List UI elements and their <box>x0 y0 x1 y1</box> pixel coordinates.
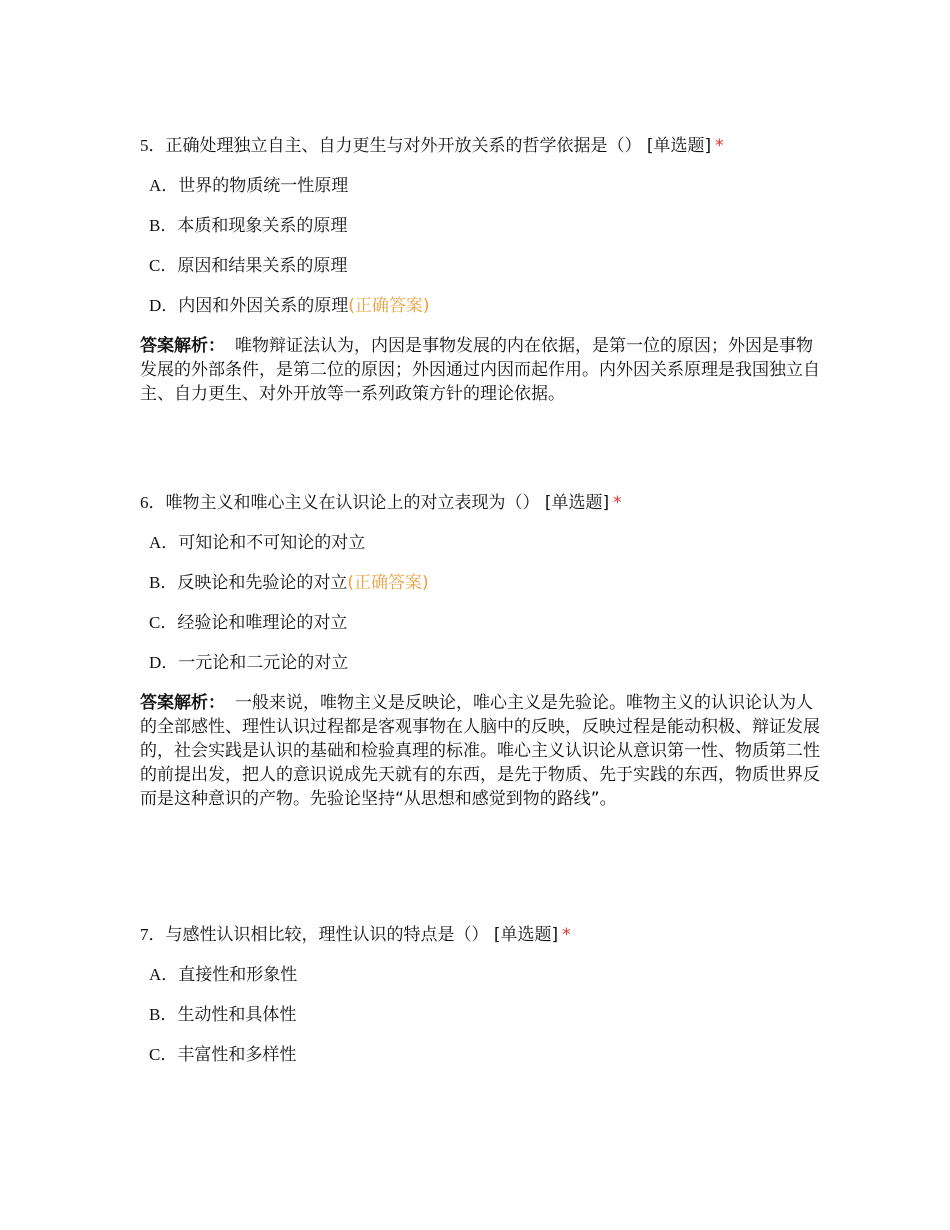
option-a <box>149 531 820 555</box>
option-b <box>149 214 820 238</box>
option-d <box>149 651 820 675</box>
option-text: 内因和外因关系的原理 <box>178 296 349 316</box>
required-star: * <box>715 136 724 156</box>
option-letter: B． <box>149 573 178 592</box>
option-letter: C． <box>149 613 178 632</box>
option-letter: A． <box>149 965 179 984</box>
question-text: 与感性认识相比较，理性认识的特点是（） <box>165 925 489 945</box>
question-number: 6． <box>140 493 166 512</box>
answer-analysis <box>140 334 820 406</box>
option-a <box>149 174 820 198</box>
option-letter: C． <box>149 256 178 275</box>
option-letter: B． <box>149 1005 178 1024</box>
question-title <box>140 134 820 158</box>
option-c <box>149 1043 820 1067</box>
question-number: 7． <box>140 925 166 944</box>
option-b <box>149 571 820 595</box>
option-text: 直接性和形象性 <box>178 965 298 985</box>
option-text: 经验论和唯理论的对立 <box>177 613 348 633</box>
analysis-label: 答案解析： <box>140 693 225 713</box>
question-text: 唯物主义和唯心主义在认识论上的对立表现为（） <box>165 493 540 513</box>
question-6 <box>140 491 820 811</box>
option-d <box>149 294 820 318</box>
analysis-label: 答案解析： <box>140 336 225 356</box>
option-text: 原因和结果关系的原理 <box>177 256 348 276</box>
analysis-text: 一般来说，唯物主义是反映论，唯心主义是先验论。唯物主义的认识论认为人的全部感性、理性认识过程都是客观事物在人脑中的反映，反映过程是能动积极、辩证发展的，社会实践是认识的基础和检验真理的标准。唯心主义认识论从意识第一性、物质第二性的前提出发，把人的意识说成先天就有的东西，是先于物质、先于实践的东西，物质世界反而是这种意识的产物。先验论坚持“从思想和感觉到物的路线”。 <box>140 693 820 809</box>
option-letter: C． <box>149 1045 178 1064</box>
question-type: [单选题] <box>493 925 559 945</box>
option-text: 丰富性和多样性 <box>177 1045 297 1065</box>
question-text: 正确处理独立自主、自力更生与对外开放关系的哲学依据是（） <box>165 136 642 156</box>
option-letter: A． <box>149 533 179 552</box>
question-title <box>140 923 820 947</box>
analysis-text: 唯物辩证法认为，内因是事物发展的内在依据，是第一位的原因；外因是事物发展的外部条件，是第二位的原因；外因通过内因而起作用。内外因关系原理是我国独立自主、自力更生、对外开放等一系列政策方针的理论依据。 <box>140 336 820 404</box>
question-5 <box>140 134 820 406</box>
question-title <box>140 491 820 515</box>
option-letter: B． <box>149 216 178 235</box>
option-text: 反映论和先验论的对立 <box>177 573 348 593</box>
option-text: 可知论和不可知论的对立 <box>178 533 366 553</box>
question-number: 5． <box>140 136 166 155</box>
option-letter: A． <box>149 176 179 195</box>
question-type: [单选题] <box>544 493 610 513</box>
option-text: 本质和现象关系的原理 <box>177 216 348 236</box>
correct-answer-tag: (正确答案) <box>348 296 430 316</box>
option-b <box>149 1003 820 1027</box>
option-c <box>149 611 820 635</box>
option-letter: D． <box>149 296 179 315</box>
option-letter: D． <box>149 653 179 672</box>
option-text: 生动性和具体性 <box>177 1005 297 1025</box>
option-c <box>149 254 820 278</box>
question-type: [单选题] <box>646 136 712 156</box>
required-star: * <box>613 493 622 513</box>
answer-analysis <box>140 691 820 811</box>
option-a <box>149 963 820 987</box>
correct-answer-tag: (正确答案) <box>347 573 429 593</box>
required-star: * <box>562 925 571 945</box>
question-7 <box>140 923 820 1067</box>
option-text: 世界的物质统一性原理 <box>178 176 349 196</box>
option-text: 一元论和二元论的对立 <box>178 653 349 673</box>
